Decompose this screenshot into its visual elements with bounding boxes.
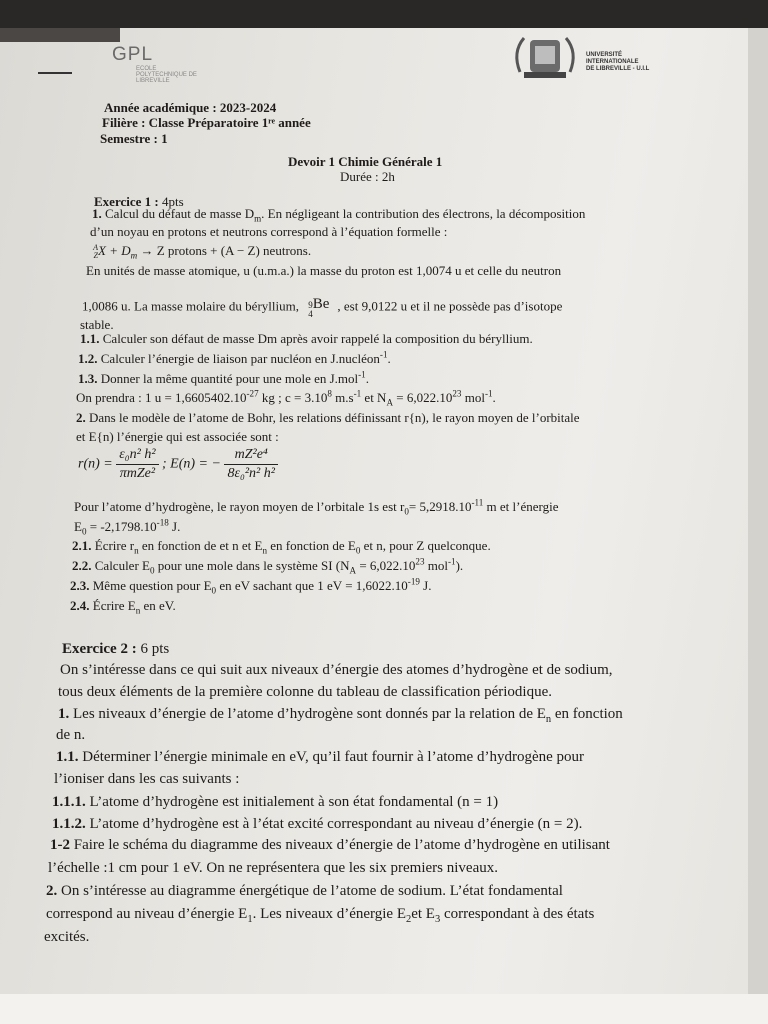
ex2-q2-text: On s’intéresse au diagramme énergétique de l’atome de sodium. L’état fondamental: [57, 883, 563, 899]
hydrogen-text: m et l’énergie: [483, 499, 559, 514]
school-logo-subtitle: ECOLE POLYTECHNIQUE DE LIBREVILLE: [136, 66, 197, 84]
q1-text-end: . En négligeant la contribution des électrons, la décomposition: [261, 206, 586, 221]
academic-year: Année académique : 2023-2024: [104, 100, 277, 115]
ex2-q2-text: et E: [411, 906, 435, 922]
constants-sub: A: [386, 397, 394, 408]
q2-1-sub: n: [262, 545, 268, 556]
q1-2-end: .: [387, 351, 391, 366]
filiere: Filière : Classe Préparatoire 1ʳᵉ année: [102, 115, 311, 130]
ex2-q1-1-2: [52, 815, 582, 833]
q2-1-text: Écrire r: [91, 538, 135, 553]
hydrogen-text: E: [74, 519, 82, 534]
q2-2-text: pour une mole dans le système SI (N: [154, 558, 350, 573]
q2-1-text: en fonction de et n et E: [138, 538, 263, 553]
ex2-q2: [46, 882, 563, 900]
constants-text: .: [492, 390, 496, 405]
formula-e-label: ; E(n) = −: [162, 456, 221, 472]
q2-2-sup: -1: [448, 556, 456, 567]
ex2-q1-1-1-label: 1.1.1.: [52, 794, 86, 810]
ex2-q1-1-line2: l’ioniser dans les cas suivants :: [54, 771, 240, 787]
q1-2-label: 1.2.: [78, 351, 98, 366]
be-mass: 9: [308, 300, 313, 311]
q2-2-sup: 23: [415, 556, 425, 567]
neutron-text: 1,0086 u. La masse molaire du béryllium,: [82, 298, 299, 314]
page-edge-shadow: [748, 28, 768, 994]
ex2-q1: [58, 705, 623, 723]
constants-text: et N: [361, 390, 387, 405]
q2-text: Dans le modèle de l’atome de Bohr, les relations définissant r{n), le rayon moyen de l’orbitale: [85, 410, 580, 425]
hydrogen-sub: 0: [404, 506, 409, 517]
semestre: Semestre : 1: [100, 131, 168, 146]
formula-r-numerator: ε₀n² h²: [116, 446, 158, 465]
q1-1-label: 1.1.: [80, 331, 100, 346]
ex2-q1-text-end: en fonction: [551, 706, 623, 722]
ex2-q1-1-2-label: 1.1.2.: [52, 816, 86, 832]
formula-r-denominator: πmZe²: [119, 466, 156, 481]
q2-3-text: Même question pour E: [89, 578, 212, 593]
university-name-line: DE LIBREVILLE - U.I.L: [586, 66, 650, 72]
q1-3-end: .: [365, 371, 369, 386]
university-name: [586, 52, 666, 73]
hydrogen-sup: -18: [156, 517, 169, 528]
hydrogen-text: J.: [168, 519, 181, 534]
q1-2-sup: -1: [379, 349, 388, 360]
exercise-2-heading: [62, 640, 169, 658]
q1-label: 1.: [92, 206, 102, 221]
ex2-q1-1-1: [52, 793, 498, 811]
hydrogen-data-line1: [74, 499, 558, 515]
school-logo: [112, 44, 202, 90]
formula-e-denominator: 8ε₀²n² h²: [227, 466, 275, 481]
eq-m-sub: m: [130, 250, 138, 261]
constants-text: kg ; c = 3.10: [258, 390, 328, 405]
ex2-intro-2: tous deux éléments de la première colonne du tableau de classification périodique.: [58, 684, 552, 700]
pen-mark: [38, 72, 72, 74]
ex2-q2-label: 2.: [46, 883, 58, 899]
be-atomic: 4: [308, 309, 313, 320]
q2-1-text: en fonction de E: [267, 538, 356, 553]
q2-2-sub: 0: [149, 565, 155, 576]
school-logo-text: GPL: [112, 44, 154, 65]
q2-2-sub: A: [349, 565, 357, 576]
q2-4: [70, 598, 176, 614]
exercise-2-title: Exercice 2 :: [62, 641, 137, 657]
eq-rest: → Z protons + (A − Z) neutrons.: [137, 243, 312, 258]
constants-sup: 8: [327, 388, 332, 399]
q2-2-label: 2.2.: [72, 558, 92, 573]
ex2-q1-2-label: 1-2: [50, 837, 70, 853]
q1-1-text: Calculer son défaut de masse Dm après avoir rappelé la composition du béryllium.: [99, 331, 533, 346]
stable-text: stable.: [80, 317, 114, 332]
ex2-q2-sub: 2: [405, 914, 412, 925]
formula-r-label: r(n) =: [78, 456, 113, 472]
q2-2-text: mol: [424, 558, 448, 573]
hydrogen-text: = -2,1798.10: [86, 519, 157, 534]
decomposition-equation: [90, 243, 311, 260]
q1-line2: d’un noyau en protons et neutrons correspond à l’équation formelle :: [90, 224, 448, 239]
neutron-mass-line: [82, 296, 562, 319]
ex2-q2-text: correspond au niveau d’énergie E: [46, 906, 248, 922]
q2-4-text: en eV.: [140, 598, 176, 613]
background-surface: [0, 994, 768, 1024]
q2-2: [72, 558, 463, 574]
ex2-q1-label: 1.: [58, 706, 70, 722]
q2-2-text: Calculer E: [91, 558, 150, 573]
constants-line: [76, 390, 496, 406]
eq-x: X + D: [98, 243, 131, 258]
ex2-q1-2-line2: l’échelle :1 cm pour 1 eV. On ne représentera que les six premiers niveaux.: [48, 860, 498, 876]
q2-3-text: en eV sachant que 1 eV = 1,6022.10: [216, 578, 408, 593]
q1-2-text: Calculer l’énergie de liaison par nucléon en J.nucléon: [97, 351, 380, 366]
q2-3-sup: -19: [407, 576, 420, 587]
constants-text: m.s: [331, 390, 354, 405]
ex2-q2-text: correspondant à des états: [440, 906, 595, 922]
ex2-q1-1: [56, 748, 584, 766]
hydrogen-text: = 5,2918.10: [408, 499, 472, 514]
eq-atomic-number: Z: [93, 251, 98, 261]
ex2-q2-line2: [46, 905, 594, 923]
ex2-q2-line3: excités.: [44, 929, 90, 945]
university-name-line: INTERNATIONALE: [586, 59, 639, 65]
exam-title: Devoir 1 Chimie Générale 1: [288, 154, 443, 169]
constants-sup: -1: [484, 388, 493, 399]
q2-line2: et E{n) l’énergie qui est associée sont :: [76, 429, 279, 444]
q2-2-text: ).: [455, 558, 464, 573]
q1-3-text: Donner la même quantité pour une mole en J.mol: [97, 371, 359, 386]
university-name-line: UNIVERSITÉ: [586, 52, 623, 58]
eq-mass-number: A: [93, 243, 98, 253]
q1-3-sup: -1: [358, 369, 366, 380]
ex2-intro-1: On s’intéresse dans ce qui suit aux niveaux d’énergie des atomes d’hydrogène et de sodium,: [60, 662, 613, 678]
exercise-1-points: 4pts: [158, 194, 184, 209]
constants-text: = 6,022.10: [393, 390, 453, 405]
q2-3-text: J.: [419, 578, 432, 593]
q2-1-sub: n: [134, 545, 139, 556]
q2-1-label: 2.1.: [72, 538, 92, 553]
q1-3: [78, 371, 369, 387]
be-symbol: Be: [312, 296, 330, 312]
q1-text: Calcul du défaut de masse D: [101, 206, 255, 221]
q2-3: [70, 578, 431, 594]
constants-sup: 23: [452, 388, 462, 399]
q2-1-text: et n, pour Z quelconque.: [360, 538, 491, 553]
q2-label: 2.: [76, 410, 86, 425]
q1-3-label: 1.3.: [78, 371, 98, 386]
q1-sub: m: [254, 213, 262, 224]
q2-4-sub: n: [135, 605, 141, 616]
constants-text: On prendra : 1 u = 1,6605402.10: [76, 390, 247, 405]
q1-2: [78, 351, 391, 367]
hydrogen-text: Pour l’atome d’hydrogène, le rayon moyen de l’orbitale 1s est r: [74, 499, 405, 514]
ex2-q2-sub: 1: [247, 914, 253, 925]
masses-line: En unités de masse atomique, u (u.m.a.) la masse du proton est 1,0074 u et celle du neutron: [86, 263, 562, 278]
exercise-1-title: Exercice 1 :: [94, 194, 159, 209]
ex2-q1-1-label: 1.1.: [56, 749, 79, 765]
q2-4-label: 2.4.: [70, 598, 90, 613]
q1-1: [80, 331, 533, 347]
ex2-q1-1-text: Déterminer l’énergie minimale en eV, qu’il faut fournir à l’atome d’hydrogène pour: [78, 749, 585, 765]
formula-e-fraction: [224, 446, 277, 483]
q2-1: [72, 538, 491, 554]
constants-text: mol: [461, 390, 485, 405]
ex2-q1-line2: de n.: [56, 727, 86, 743]
ex2-q1-2-text: Faire le schéma du diagramme des niveaux d’énergie de l’atome d’hydrogène en utilisant: [70, 837, 610, 853]
q2-1-sub: 0: [355, 545, 361, 556]
ex2-q1-1-2-text: L’atome d’hydrogène est à l’état excité correspondant au niveau d’énergie (n = 2).: [85, 816, 583, 832]
exercise-2-points: 6 pts: [136, 641, 170, 657]
q1-line: [92, 206, 585, 222]
ex2-q2-text: . Les niveaux d’énergie E: [252, 906, 406, 922]
formula-e-numerator: mZ²e⁴: [224, 446, 277, 465]
constants-sup: -1: [353, 388, 362, 399]
q2-4-text: Écrire E: [89, 598, 136, 613]
ex2-q2-sub: 3: [434, 914, 441, 925]
q2-3-label: 2.3.: [70, 578, 90, 593]
q2-2-text: = 6,022.10: [356, 558, 416, 573]
hydrogen-data-line2: [74, 519, 180, 535]
ex2-q1-sub: n: [545, 714, 552, 725]
page-corner-shadow: [0, 28, 120, 42]
hydrogen-sub: 0: [81, 526, 87, 537]
constants-sup: -27: [246, 388, 259, 399]
hydrogen-sup: -11: [471, 497, 484, 508]
bohr-formulas: [78, 446, 278, 483]
ex2-q1-1-1-text: L’atome d’hydrogène est initialement à son état fondamental (n = 1): [85, 794, 499, 810]
ex2-q1-2: [50, 836, 610, 854]
q2-3-sub: 0: [211, 585, 217, 596]
neutron-text-end: , est 9,0122 u et il ne possède pas d’isotope: [337, 298, 563, 314]
formula-r-fraction: [116, 446, 158, 483]
university-crest-icon: [510, 32, 580, 82]
q2: [76, 410, 580, 426]
exam-duration: Durée : 2h: [340, 169, 395, 184]
ex2-q1-text: Les niveaux d’énergie de l’atome d’hydrogène sont donnés par la relation de E: [69, 706, 546, 722]
